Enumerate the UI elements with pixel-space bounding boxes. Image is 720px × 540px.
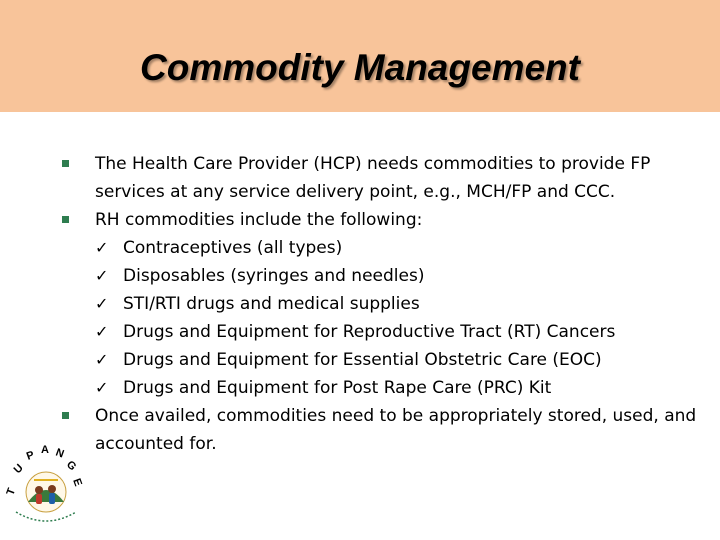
checkmark-icon: ✓ <box>95 238 109 257</box>
slide-content <box>60 150 700 458</box>
sub-bullet-list <box>95 234 700 402</box>
square-bullet-icon <box>62 412 69 419</box>
sub-bullet-text: Drugs and Equipment for Reproductive Tract (RT) Cancers <box>123 322 616 342</box>
checkmark-icon: ✓ <box>95 322 109 341</box>
bullet-text: Once availed, commodities need to be appropriately stored, used, and accounted for. <box>95 406 697 454</box>
sub-bullet-item <box>95 290 700 318</box>
checkmark-icon: ✓ <box>95 378 109 397</box>
logo-letter: E <box>70 476 84 488</box>
slide-title: Commodity Management <box>140 47 580 88</box>
logo-letter: T <box>4 486 19 498</box>
square-bullet-icon <box>62 216 69 223</box>
logo-letter: G <box>63 458 79 474</box>
bullet-list <box>60 150 700 458</box>
sub-bullet-text: Contraceptives (all types) <box>123 238 343 258</box>
sub-bullet-text: Drugs and Equipment for Essential Obstetric Care (EOC) <box>123 350 602 370</box>
bullet-item <box>60 402 700 458</box>
logo-letter: U <box>11 462 26 477</box>
sub-bullet-item <box>95 318 700 346</box>
tupange-logo-icon <box>6 440 84 530</box>
bullet-item <box>60 150 700 206</box>
bullet-text: RH commodities include the following: <box>95 210 423 230</box>
sub-bullet-text: STI/RTI drugs and medical supplies <box>123 294 420 314</box>
sub-bullet-item <box>95 346 700 374</box>
checkmark-icon: ✓ <box>95 350 109 369</box>
bullet-text: The Health Care Provider (HCP) needs commodities to provide FP services at any service delivery point, e.g., MCH/FP and CCC. <box>95 154 651 202</box>
sub-bullet-text: Disposables (syringes and needles) <box>123 266 425 286</box>
logo-letter: P <box>24 449 36 463</box>
sub-bullet-item <box>95 234 700 262</box>
square-bullet-icon <box>62 160 69 167</box>
logo-letter: N <box>53 446 66 461</box>
sub-bullet-item <box>95 374 700 402</box>
sub-bullet-item <box>95 262 700 290</box>
sub-bullet-text: Drugs and Equipment for Post Rape Care (PRC) Kit <box>123 378 552 398</box>
checkmark-icon: ✓ <box>95 266 109 285</box>
bullet-item <box>60 206 700 402</box>
checkmark-icon: ✓ <box>95 294 109 313</box>
logo-letter: A <box>41 444 49 456</box>
